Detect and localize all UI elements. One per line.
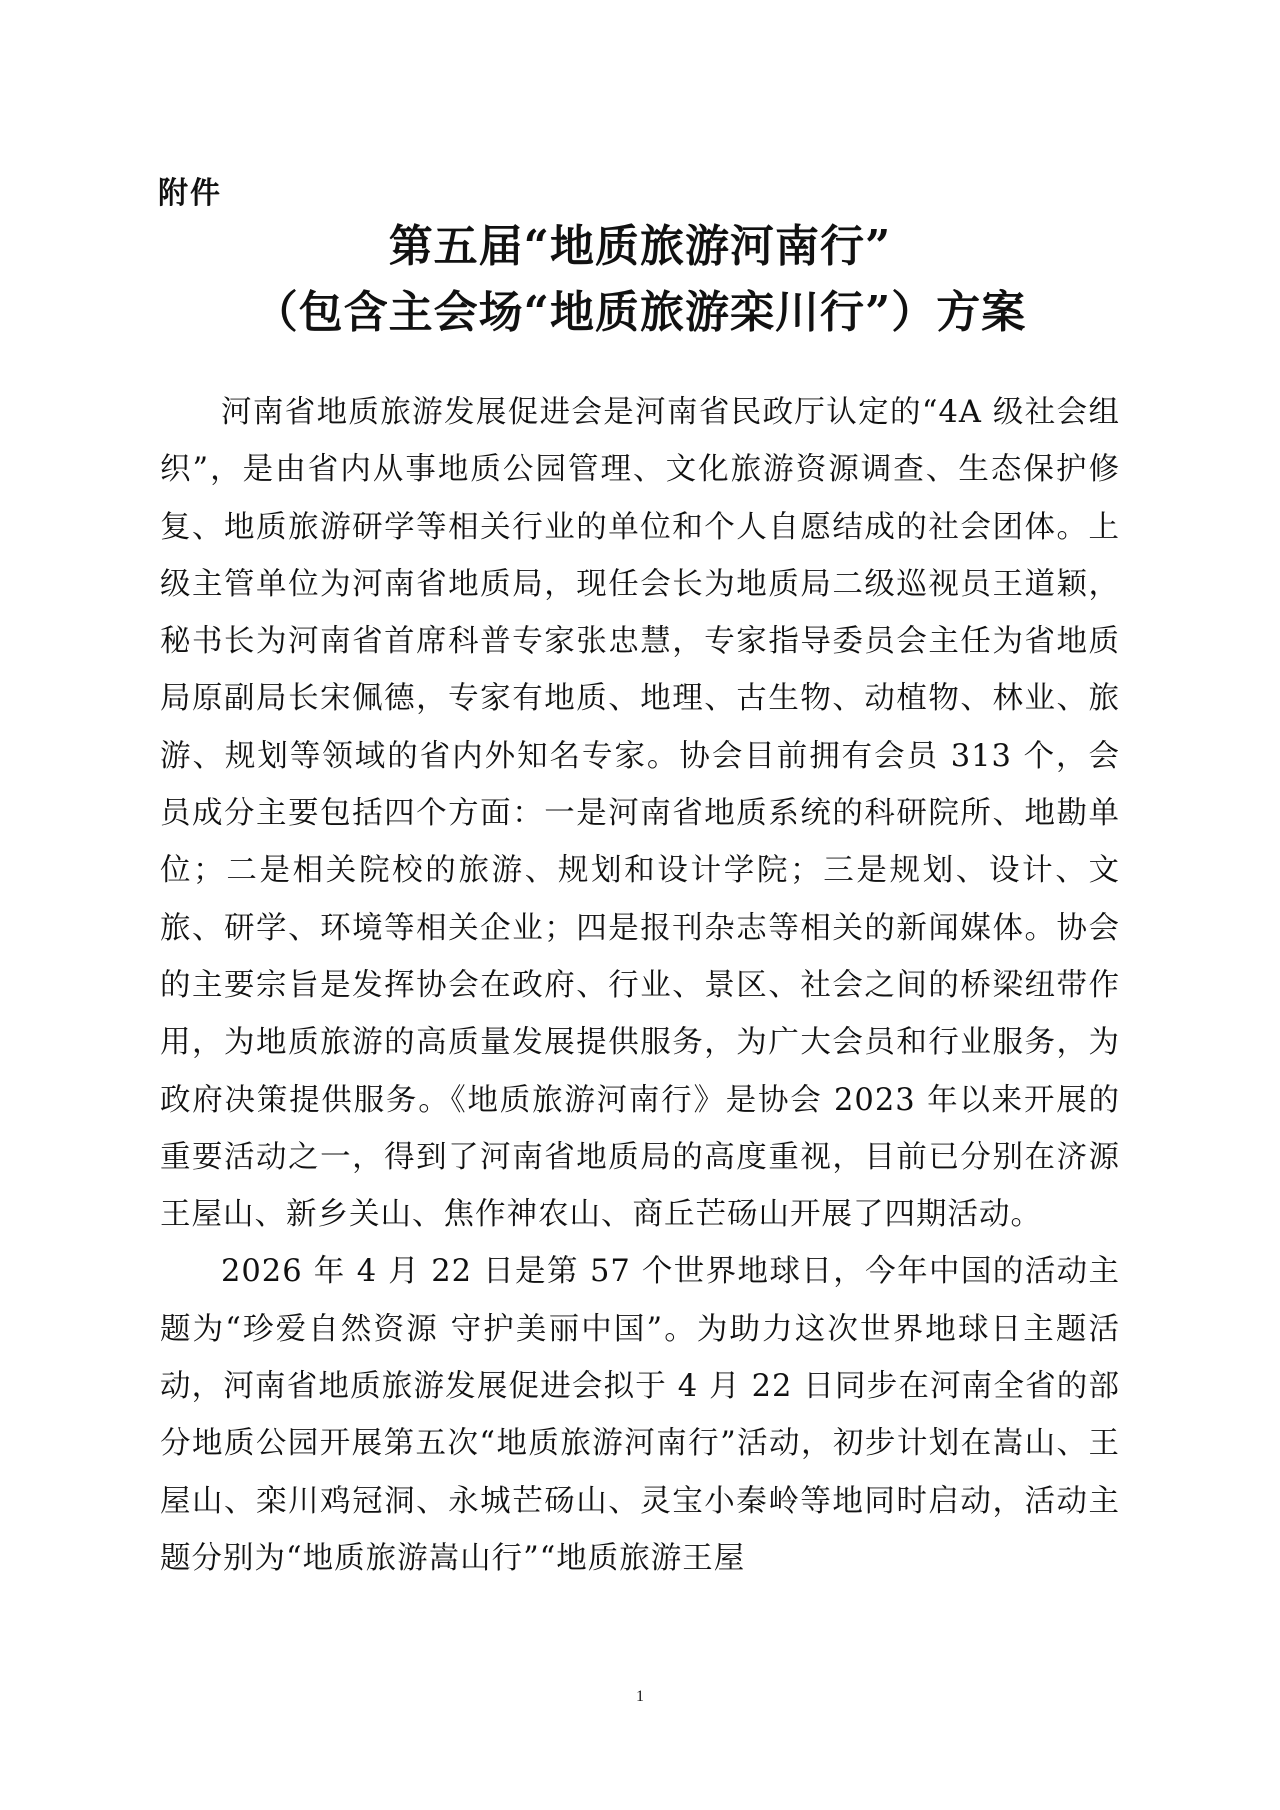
body-paragraph-2: 2026 年 4 月 22 日是第 57 个世界地球日，今年中国的活动主题为“珍爱自然资源 守护美丽中国”。为助力这次世界地球日主题活动，河南省地质旅游发展促进会拟于 4 月 22 日同步在河南全省的部分地质公园开展第五次“地质旅游河南行”活动，初步计划在嵩山、王屋山、栾川鸡冠洞、永城芒砀山、灵宝小秦岭等地同时启动，活动主题分别为“地质旅游嵩山行”“地质旅游王屋: [160, 1254, 1120, 1576]
body-paragraph-1: 河南省地质旅游发展促进会是河南省民政厅认定的“4A 级社会组织”，是由省内从事地质公园管理、文化旅游资源调查、生态保护修复、地质旅游研学等相关行业的单位和个人自愿结成的社会团体。上级主管单位为河南省地质局，现任会长为地质局二级巡视员王道颖，秘书长为河南省首席科普专家张忠慧，专家指导委员会主任为省地质局原副局长宋佩德，专家有地质、地理、古生物、动植物、林业、旅游、规划等领域的省内外知名专家。协会目前拥有会员 313 个，会员成分主要包括四个方面：一是河南省地质系统的科研院所、地勘单位；二是相关院校的旅游、规划和设计学院；三是规划、设计、文旅、研学、环境等相关企业；四是报刊杂志等相关的新闻媒体。协会的主要宗旨是发挥协会在政府、行业、景区、社会之间的桥梁纽带作用，为地质旅游的高质量发展提供服务，为广大会员和行业服务，为政府决策提供服务。《地质旅游河南行》是协会 2023 年以来开展的重要活动之一，得到了河南省地质局的高度重视，目前已分别在济源王屋山、新乡关山、焦作神农山、商丘芒砀山开展了四期活动。: [160, 395, 1120, 1233]
title-line-1: 第五届“地质旅游河南行”: [388, 221, 892, 272]
document-title: [0, 214, 1280, 346]
page-number: 1: [636, 1688, 644, 1705]
title-line-2: （包含主会场“地质旅游栾川行”）方案: [253, 287, 1027, 338]
attachment-label: 附件: [158, 176, 222, 211]
document-body: [160, 384, 1120, 1587]
